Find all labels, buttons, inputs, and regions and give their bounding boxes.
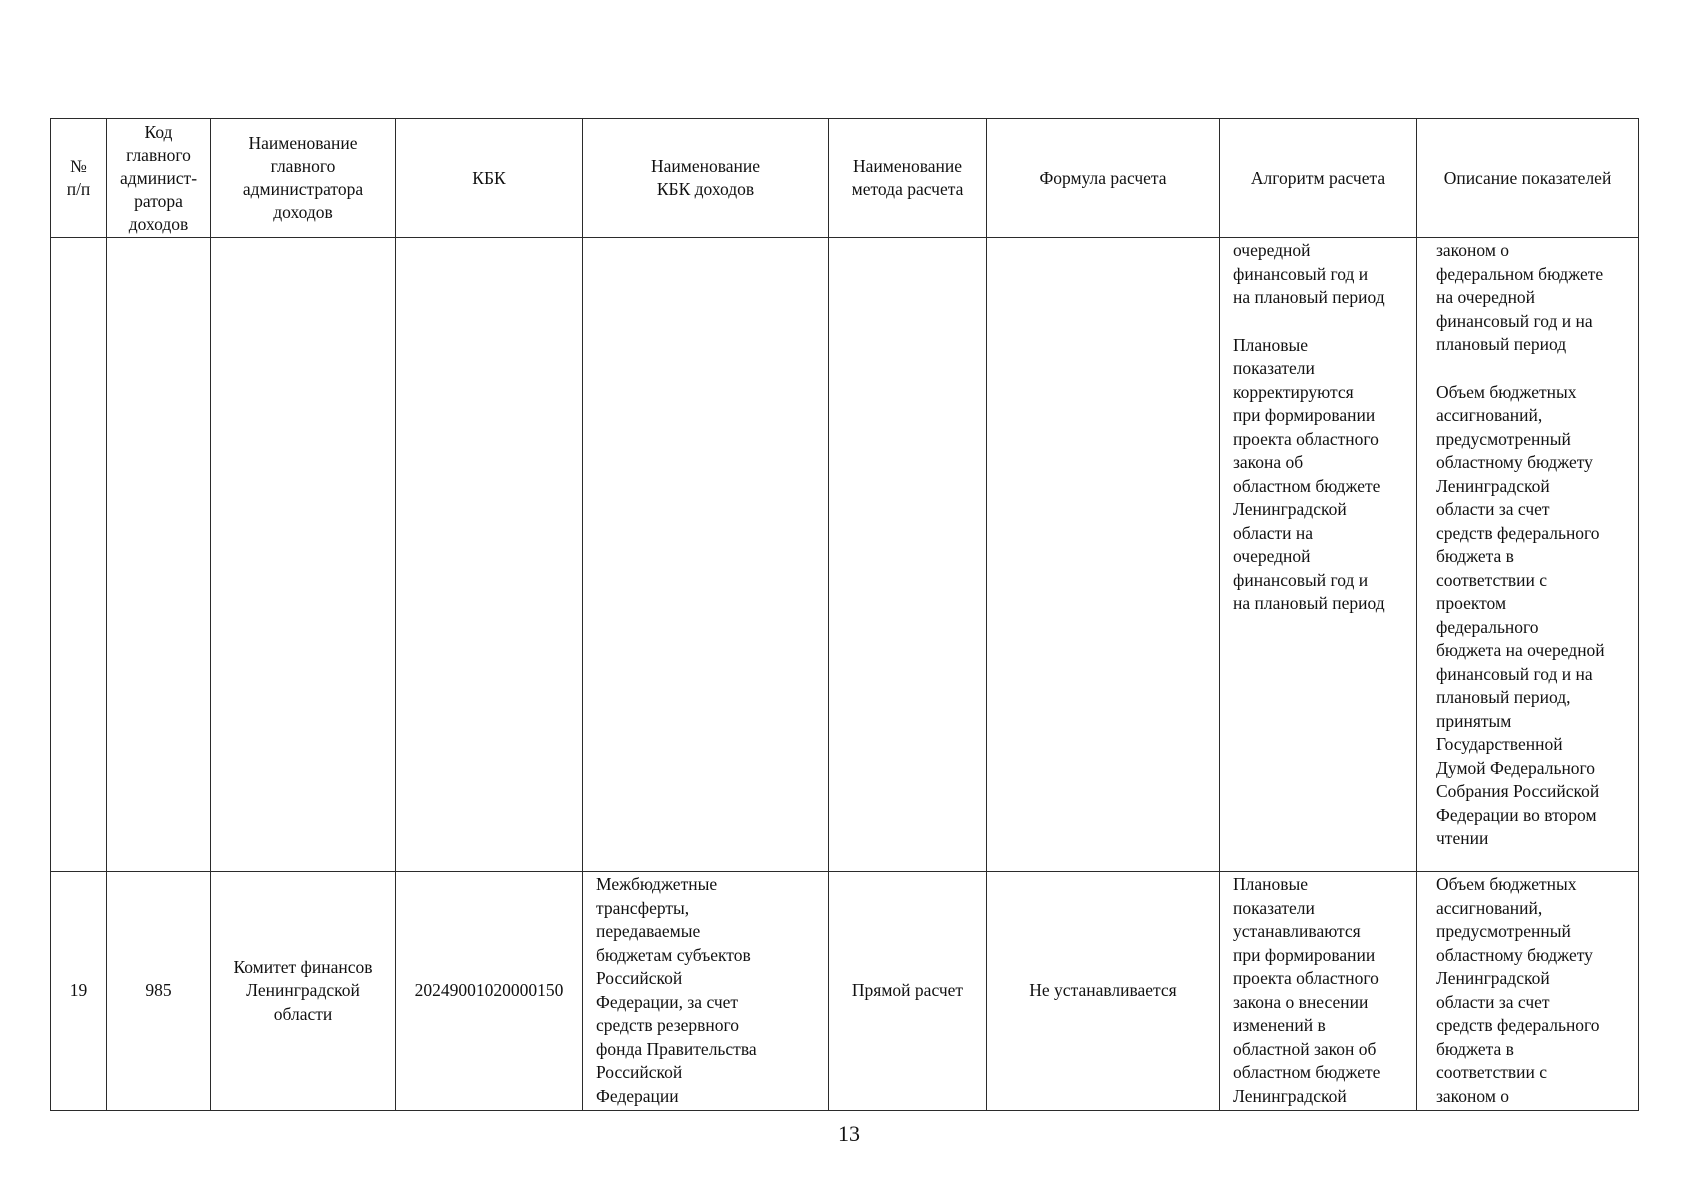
cell-row-number: 19 xyxy=(51,872,107,1111)
table-row-continued xyxy=(51,238,1639,872)
header-kbk: КБК xyxy=(396,119,583,238)
header-number: № п/п xyxy=(51,119,107,238)
table-header-row xyxy=(51,119,1639,238)
header-kbk-name: Наименование КБК доходов xyxy=(583,119,829,238)
paragraph-gap xyxy=(1233,310,1412,334)
cell-description-continued xyxy=(1417,238,1639,872)
description-text-part2: Объем бюджетных ассигнований, предусмотренный областному бюджету Ленинградской области за счет средств федерального бюджета в соответствии с проектом федерального бюджета на очередной финансовый год и на плановый период, принятым Государственной Думой Федерального Собрания Российской Федерации во втором чтении xyxy=(1436,381,1605,848)
cell-method: Прямой расчет xyxy=(829,872,987,1111)
cell-kbk-name: Межбюджетные трансферты, передаваемые бюджетам субъектов Российской Федерации, за счет средств резервного фонда Правительства Российской Федерации xyxy=(583,872,829,1111)
header-algorithm: Алгоритм расчета xyxy=(1220,119,1417,238)
cell-algorithm-continued xyxy=(1220,238,1417,872)
revenue-methodology-table xyxy=(50,118,1639,1111)
header-admin-code: Код главного админист- ратора доходов xyxy=(107,119,211,238)
header-admin-name: Наименование главного администратора доходов xyxy=(211,119,396,238)
cell-formula: Не устанавливается xyxy=(987,872,1220,1111)
cell-description: Объем бюджетных ассигнований, предусмотренный областному бюджету Ленинградской области за счет средств федерального бюджета в соответствии с законом о xyxy=(1417,872,1639,1111)
cell-empty xyxy=(211,238,396,872)
cell-empty xyxy=(51,238,107,872)
paragraph-gap xyxy=(1436,357,1636,381)
algorithm-text-part2: Плановые показатели корректируются при формировании проекта областного закона об областном бюджете Ленинградской области на очередной финансовый год и на плановый период xyxy=(1233,334,1385,613)
cell-empty xyxy=(107,238,211,872)
page-number: 13 xyxy=(838,1121,860,1146)
table-row-19 xyxy=(51,872,1639,1111)
header-description: Описание показателей xyxy=(1417,119,1639,238)
header-method: Наименование метода расчета xyxy=(829,119,987,238)
cell-admin-code: 985 xyxy=(107,872,211,1111)
description-text-part1: законом о федеральном бюджете на очередной финансовый год и на плановый период xyxy=(1436,240,1604,354)
cell-empty xyxy=(583,238,829,872)
header-formula: Формула расчета xyxy=(987,119,1220,238)
cell-empty xyxy=(829,238,987,872)
cell-algorithm: Плановые показатели устанавливаются при формировании проекта областного закона о внесении изменений в областной закон об областном бюджете Ленинградской xyxy=(1220,872,1417,1111)
cell-empty xyxy=(396,238,583,872)
cell-empty xyxy=(987,238,1220,872)
algorithm-text-part1: очередной финансовый год и на плановый период xyxy=(1233,240,1385,307)
cell-admin-name: Комитет финансов Ленинградской области xyxy=(211,872,396,1111)
cell-kbk: 20249001020000150 xyxy=(396,872,583,1111)
